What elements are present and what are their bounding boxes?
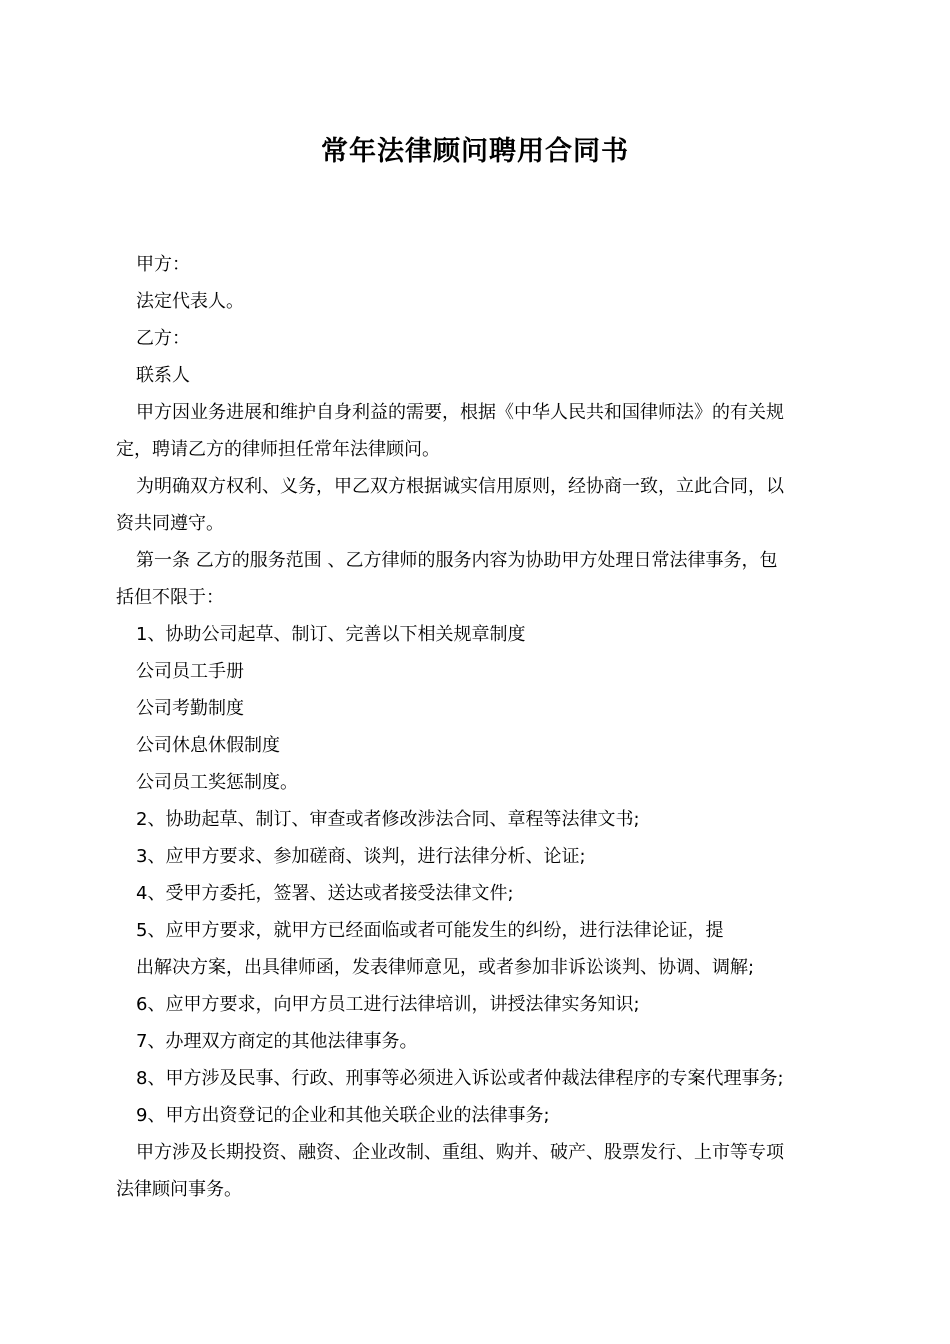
document-line: 6、应甲方要求，向甲方员工进行法律培训，讲授法律实务知识;: [136, 994, 640, 1015]
document-line: 3、应甲方要求、参加磋商、谈判，进行法律分析、论证;: [136, 846, 586, 867]
document-line: 公司员工手册: [136, 661, 244, 682]
document-line: 2、协助起草、制订、审查或者修改涉法合同、章程等法律文书;: [136, 809, 640, 830]
document-line: 法律顾问事务。: [116, 1179, 242, 1200]
document-line: 公司员工奖惩制度。: [136, 772, 298, 793]
document-line: 法定代表人。: [136, 291, 244, 312]
document-line: 公司休息休假制度: [136, 735, 280, 756]
document-line: 公司考勤制度: [136, 698, 244, 719]
document-line: 8、甲方涉及民事、行政、刑事等必须进入诉讼或者仲裁法律程序的专案代理事务;: [136, 1068, 784, 1089]
document-line: 甲方因业务进展和维护自身利益的需要，根据《中华人民共和国律师法》的有关规: [136, 402, 784, 423]
document-title: 常年法律顾问聘用合同书: [321, 136, 629, 167]
document-line: 7、办理双方商定的其他法律事务。: [136, 1031, 418, 1052]
document-line: 联系人: [136, 365, 190, 386]
document-line: 甲方涉及长期投资、融资、企业改制、重组、购并、破产、股票发行、上市等专项: [136, 1142, 784, 1163]
document-line: 1、协助公司起草、制订、完善以下相关规章制度: [136, 624, 526, 645]
document-line: 9、甲方出资登记的企业和其他关联企业的法律事务;: [136, 1105, 550, 1126]
document-line: 为明确双方权利、义务，甲乙双方根据诚实信用原则，经协商一致，立此合同，以: [136, 476, 784, 497]
document-line: 出解决方案，出具律师函，发表律师意见，或者参加非诉讼谈判、协调、调解;: [136, 957, 755, 978]
document-body: [116, 246, 836, 1208]
document-line: 4、受甲方委托，签署、送达或者接受法律文件;: [136, 883, 514, 904]
document-line: 资共同遵守。: [116, 513, 224, 534]
document-line: 定，聘请乙方的律师担任常年法律顾问。: [116, 439, 440, 460]
document-line: 5、应甲方要求，就甲方已经面临或者可能发生的纠纷，进行法律论证，提: [136, 920, 724, 941]
document-line: 第一条 乙方的服务范围 、乙方律师的服务内容为协助甲方处理日常法律事务，包: [136, 550, 778, 571]
document-line: 乙方：: [136, 328, 190, 349]
document-line: 甲方：: [136, 254, 190, 275]
document-line: 括但不限于：: [116, 587, 224, 608]
